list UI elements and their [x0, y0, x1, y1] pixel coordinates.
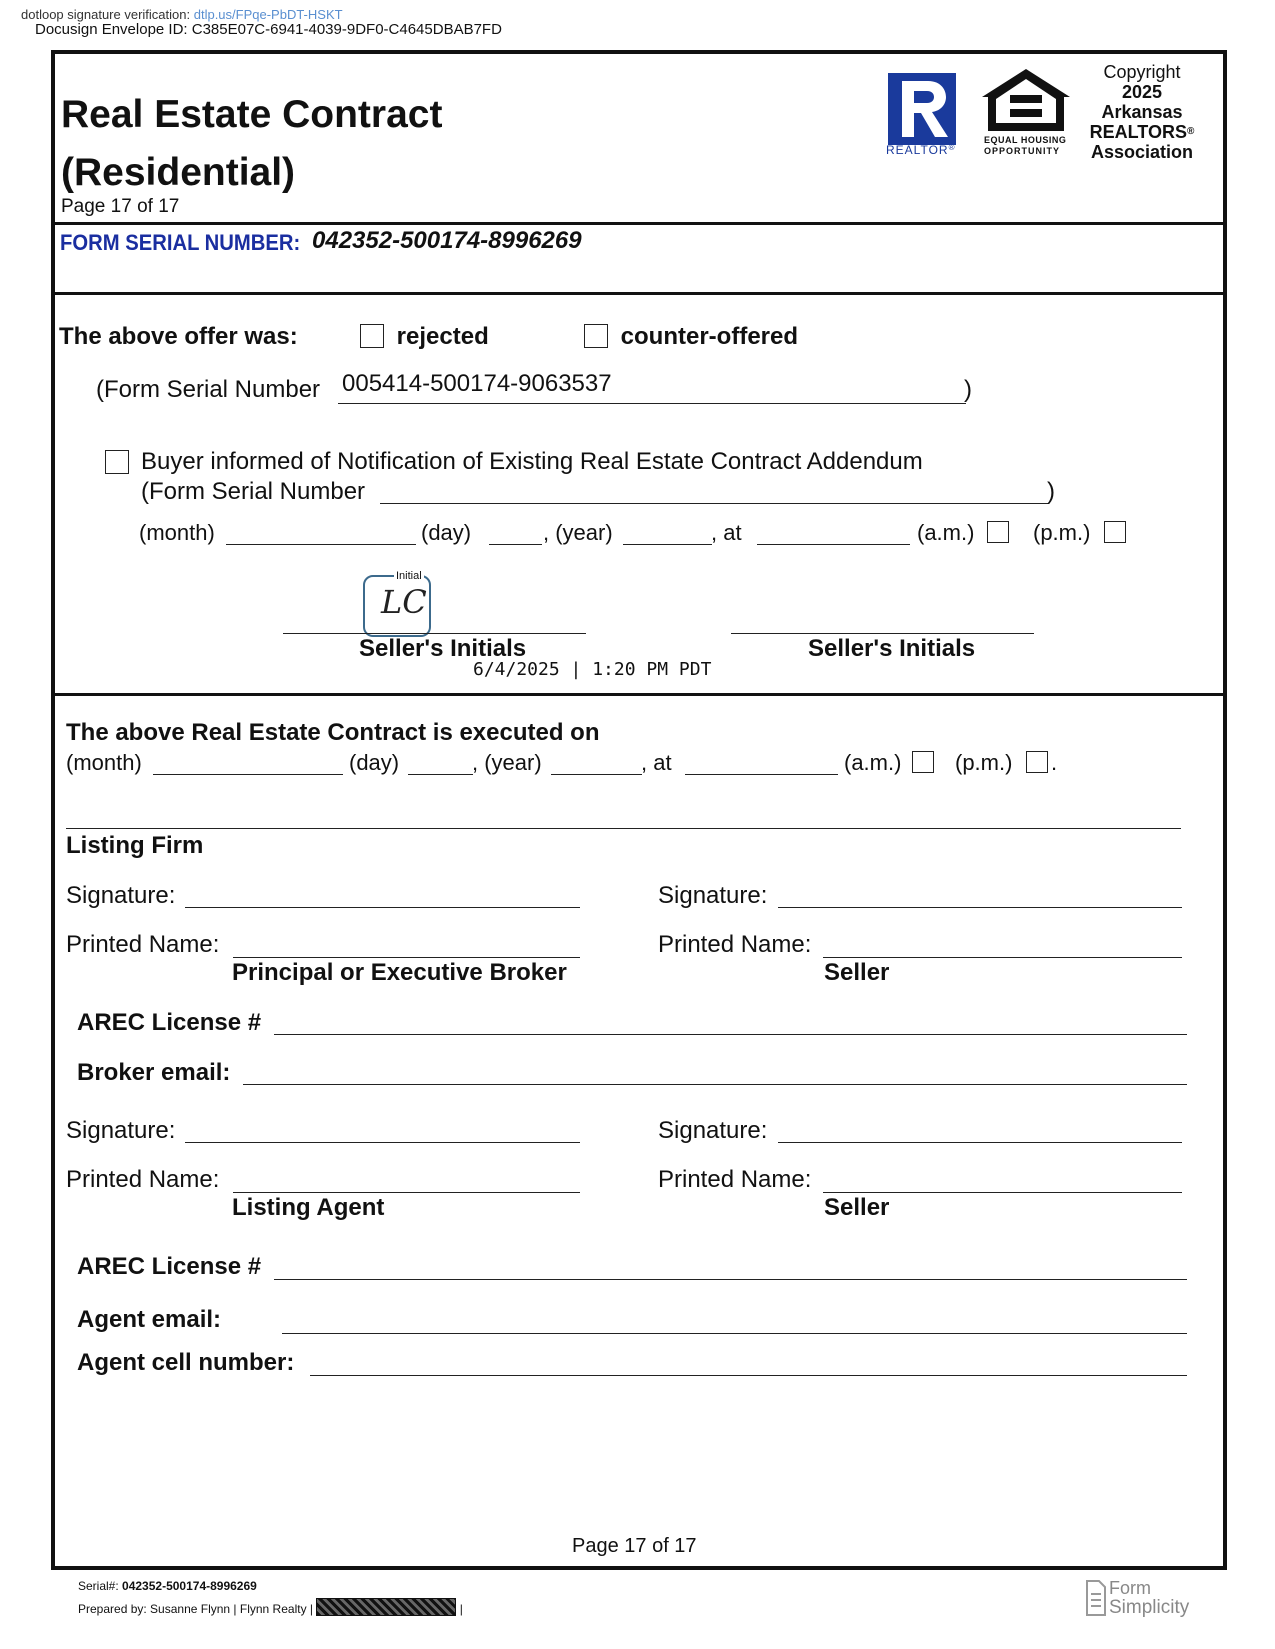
seller-initials-line-2[interactable] — [731, 633, 1034, 634]
seller1-printed-name-line[interactable] — [823, 957, 1182, 958]
divider-header — [51, 222, 1227, 225]
realtor-r-icon — [888, 73, 956, 145]
broker-printed-name-line[interactable] — [233, 957, 580, 958]
footer-page-label: Page 17 of 17 — [572, 1535, 697, 1557]
execution-at-label: , at — [641, 750, 672, 775]
seller2-printed-name-line[interactable] — [823, 1192, 1182, 1193]
initial-tag: Initial — [396, 570, 422, 582]
counter-serial-line — [338, 403, 966, 404]
broker-email-label: Broker email: — [77, 1059, 231, 1086]
execution-day-label: (day) — [349, 750, 400, 775]
counter-offered-option[interactable] — [584, 323, 798, 351]
agent-arec-line[interactable] — [274, 1279, 1187, 1280]
divider-serial — [51, 292, 1227, 295]
execution-am-checkbox[interactable] — [912, 751, 934, 773]
agent-signature-line[interactable] — [185, 1142, 580, 1143]
form-serial-value: 042352-500174-8996269 — [312, 227, 582, 254]
addendum-at-label: , at — [711, 520, 742, 545]
page-subtitle: (Residential) — [61, 151, 296, 194]
form-brand-line1: Form — [1109, 1578, 1151, 1598]
execution-period: . — [1051, 750, 1058, 775]
page-label: Page 17 of 17 — [61, 196, 180, 217]
addendum-year-label: , (year) — [543, 520, 613, 545]
seller2-signature-line[interactable] — [778, 1142, 1182, 1143]
agent-printed-name-label: Printed Name: — [66, 1166, 220, 1193]
footer-prepared-by: Prepared by: Susanne Flynn | Flynn Realty | | — [78, 1598, 463, 1616]
broker-printed-name-label: Printed Name: — [66, 931, 220, 958]
copyright-year: 2025 — [1121, 82, 1163, 102]
execution-year-line[interactable] — [551, 774, 642, 775]
footer-serial-value: 042352-500174-8996269 — [122, 1579, 257, 1593]
form-document-icon — [1085, 1580, 1107, 1616]
seller1-caption: Seller — [824, 959, 890, 986]
agent-printed-name-line[interactable] — [233, 1192, 580, 1193]
equal-housing-house-icon — [980, 67, 1072, 133]
redacted-block — [316, 1598, 456, 1616]
seller2-printed-name-label: Printed Name: — [658, 1166, 812, 1193]
seller-initials-line-1[interactable] — [283, 633, 586, 634]
form-simplicity-logo — [1085, 1578, 1205, 1618]
rejected-label: rejected — [396, 323, 489, 350]
form-brand-line2: Simplicity — [1109, 1597, 1190, 1618]
seller2-caption: Seller — [824, 1194, 890, 1221]
seller-initials-label-2: Seller's Initials — [808, 635, 976, 662]
addendum-day-line[interactable] — [489, 544, 542, 545]
initial-signature: LC — [381, 583, 427, 621]
seller1-signature-label: Signature: — [658, 882, 768, 909]
broker-email-line[interactable] — [243, 1084, 1187, 1085]
addendum-text: Buyer informed of Notification of Existing Real Estate Contract Addendum — [141, 448, 923, 475]
addendum-serial-line[interactable] — [380, 503, 1049, 504]
dotloop-verification — [21, 7, 343, 22]
seller1-printed-name-label: Printed Name: — [658, 931, 812, 958]
addendum-pm-checkbox[interactable] — [1104, 521, 1126, 543]
offer-heading: The above offer was: — [59, 323, 298, 350]
seller1-signature-line[interactable] — [778, 907, 1182, 908]
counter-serial-value[interactable]: 005414-500174-9063537 — [342, 370, 612, 397]
addendum-year-line[interactable] — [623, 544, 712, 545]
execution-day-line[interactable] — [408, 774, 473, 775]
copyright-association: Association — [1090, 142, 1194, 162]
listing-agent-caption: Listing Agent — [232, 1194, 385, 1221]
seller-initials-label-1: Seller's Initials — [359, 635, 527, 662]
rejected-checkbox[interactable] — [360, 324, 384, 348]
equal-housing-text-2: OPPORTUNITY — [984, 146, 1061, 156]
addendum-pm-label: (p.m.) — [1033, 520, 1091, 545]
addendum-month-label: (month) — [139, 520, 215, 545]
execution-am-label: (a.m.) — [844, 750, 902, 775]
agent-email-label: Agent email: — [77, 1306, 222, 1333]
execution-pm-checkbox[interactable] — [1026, 751, 1048, 773]
divider-offer — [51, 693, 1227, 696]
broker-arec-line[interactable] — [274, 1034, 1187, 1035]
execution-pm-label: (p.m.) — [955, 750, 1013, 775]
footer-serial-prefix: Serial#: — [78, 1579, 119, 1593]
addendum-month-line[interactable] — [226, 544, 416, 545]
addendum-day-label: (day) — [421, 520, 472, 545]
execution-month-label: (month) — [66, 750, 142, 775]
copyright-word: Copyright — [1103, 62, 1181, 82]
execution-year-label: , (year) — [472, 750, 542, 775]
addendum-am-label: (a.m.) — [917, 520, 975, 545]
seller2-signature-label: Signature: — [658, 1117, 768, 1144]
rejected-option[interactable] — [360, 323, 489, 351]
copyright-state: Arkansas — [1101, 102, 1183, 122]
form-serial-label: FORM SERIAL NUMBER: — [60, 230, 301, 255]
equal-housing-text-1: EQUAL HOUSING — [984, 135, 1067, 145]
listing-firm-line[interactable] — [66, 828, 1181, 829]
agent-email-line[interactable] — [282, 1333, 1187, 1334]
broker-arec-label: AREC License # — [77, 1009, 262, 1036]
agent-arec-label: AREC License # — [77, 1253, 262, 1280]
counter-serial-prefix: (Form Serial Number — [96, 376, 321, 403]
copyright-block — [1086, 62, 1198, 162]
addendum-serial-close: ) — [1047, 478, 1055, 505]
principal-broker-caption: Principal or Executive Broker — [232, 959, 567, 986]
realtor-mark: REALTOR® — [886, 143, 956, 157]
execution-heading: The above Real Estate Contract is executed on — [66, 719, 600, 746]
copyright-realtors: REALTORS® — [1089, 122, 1195, 142]
footer-serial — [78, 1579, 257, 1593]
page-title: Real Estate Contract — [61, 93, 443, 136]
realtor-logo — [888, 73, 958, 163]
addendum-serial-prefix: (Form Serial Number — [141, 478, 366, 505]
broker-signature-line[interactable] — [185, 907, 580, 908]
counter-offered-label: counter-offered — [620, 323, 799, 350]
execution-month-line[interactable] — [153, 774, 343, 775]
docusign-envelope-id: Docusign Envelope ID: C385E07C-6941-4039-9DF0-C4645DBAB7FD — [35, 21, 502, 38]
agent-signature-label: Signature: — [66, 1117, 176, 1144]
agent-cell-label: Agent cell number: — [77, 1349, 295, 1376]
counter-offered-checkbox[interactable] — [584, 324, 608, 348]
addendum-checkbox[interactable] — [105, 450, 129, 474]
counter-serial-close: ) — [964, 376, 972, 403]
form-frame — [51, 50, 1227, 1570]
verification-prefix: dotloop signature verification: — [21, 7, 191, 22]
initials-timestamp: 6/4/2025 | 1:20 PM PDT — [473, 659, 712, 680]
equal-housing-logo — [978, 67, 1074, 157]
verification-link[interactable]: dtlp.us/FPqe-PbDT-HSKT — [193, 7, 343, 22]
execution-time-line[interactable] — [685, 774, 838, 775]
addendum-time-line[interactable] — [757, 544, 910, 545]
broker-signature-label: Signature: — [66, 882, 176, 909]
addendum-am-checkbox[interactable] — [987, 521, 1009, 543]
listing-firm-label: Listing Firm — [66, 832, 204, 859]
agent-cell-line[interactable] — [310, 1375, 1187, 1376]
